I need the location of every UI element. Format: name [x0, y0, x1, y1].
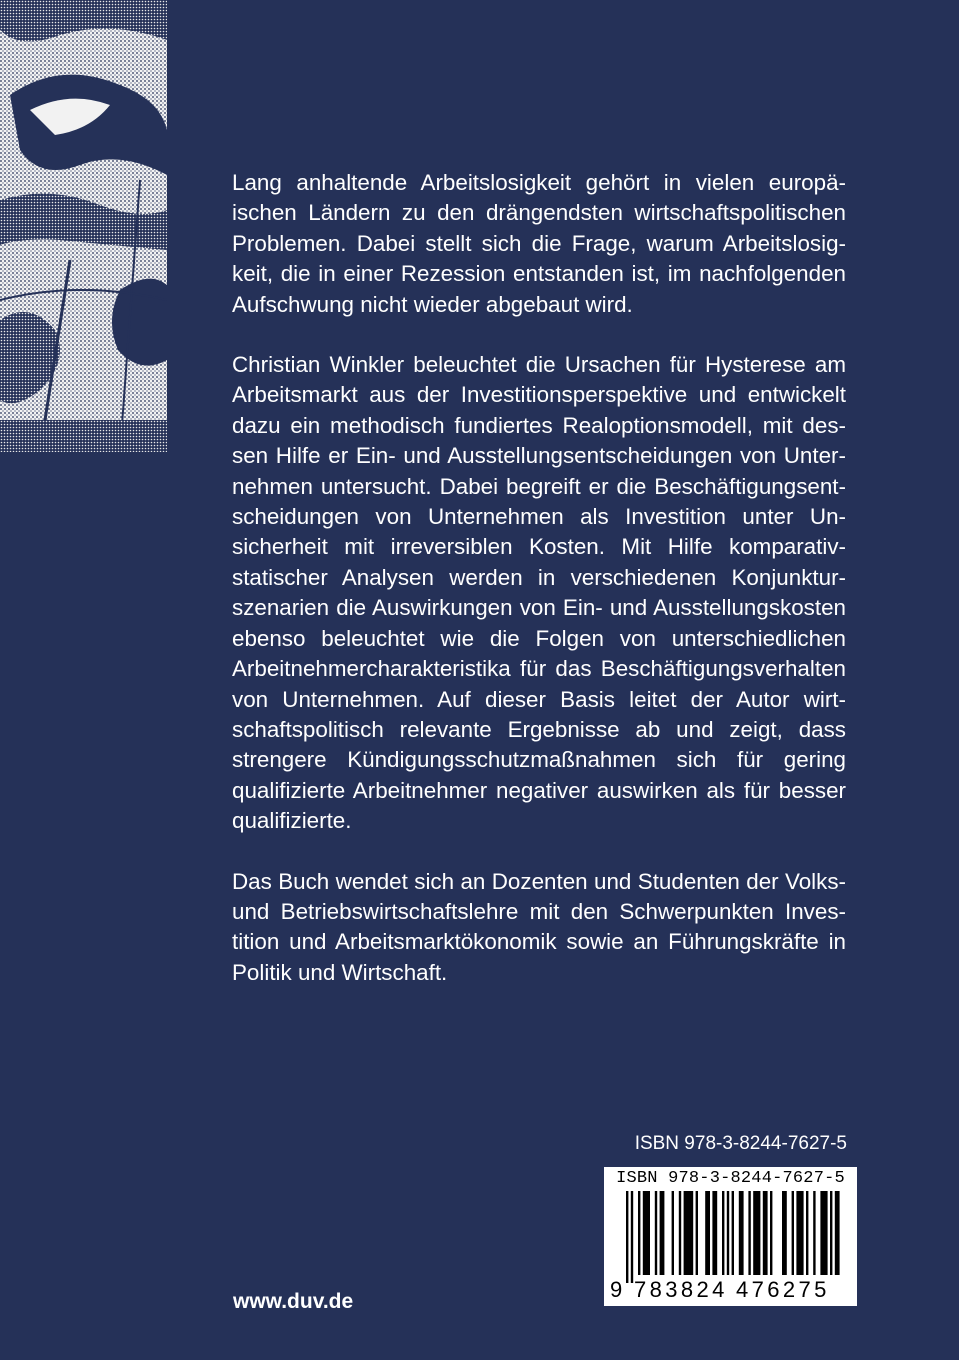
barcode-bar: [679, 1191, 681, 1275]
barcode-bar: [705, 1191, 710, 1275]
barcode-bar: [727, 1191, 729, 1275]
publisher-url[interactable]: www.duv.de: [233, 1290, 354, 1313]
barcode-bar: [820, 1191, 827, 1275]
blurb-paragraph: Christian Winkler beleuchtet die Ursachen für Hysterese am Arbeitsmarkt aus der Investitionsperspektive und entwickelt dazu ein methodisch fundiertes Realoptionsmodell, mit dessen Hilfe er Ein- und Ausstellungsentscheidungen von Unternehmen untersucht. Dabei begreift er die Beschäftigungsentscheidungen von Unternehmen als Investition unter Unsicherheit mit irreversiblen Kosten. Mit Hilfe komparativstatischer Analysen werden in verschiedenen Konjunkturszenarien die Auswirkungen von Ein- und Ausstellungskosten ebenso beleuchtet wie die Folgen von unterschiedlichen Arbeitnehmercharakteristika für das Beschäftigungsverhalten von Unternehmen. Auf dieser Basis leitet der Autor wirtschaftspolitisch relevante Ergebnisse ab und zeigt, dass strengere Kündigungsschutzmaßnahmen sich für gering qualifizierte Arbeitnehmer negativer auswirken als für besser qualifizierte.: [232, 352, 846, 834]
barcode-bar: [813, 1191, 815, 1275]
barcode-bar: [684, 1191, 694, 1275]
barcode-bar: [643, 1191, 650, 1275]
barcode: [604, 1167, 857, 1306]
barcode-digit-first: 9: [610, 1277, 623, 1302]
stippled-globe-icon: [0, 0, 167, 452]
barcode-bar: [672, 1191, 674, 1275]
barcode-bar: [753, 1191, 760, 1275]
barcode-bar: [796, 1191, 803, 1275]
barcode-bar: [732, 1191, 734, 1275]
barcode-digits-left: 783824: [634, 1277, 728, 1302]
blurb-paragraph: Das Buch wendet sich an Dozenten und Studenten der Volks- und Betriebswirtschaftslehre mit den Schwerpunkten Investition und Arbeitsmarktökonomik sowie an Führungskräfte in Politik und Wirtschaft.: [232, 868, 846, 985]
cover-artwork: [0, 0, 167, 452]
barcode-bar: [712, 1191, 717, 1275]
barcode-bar: [792, 1191, 794, 1275]
barcode-bar: [748, 1191, 750, 1275]
barcode-bar: [763, 1191, 768, 1275]
barcode-bar: [722, 1191, 724, 1275]
blurb-text: [232, 168, 846, 1018]
barcode-bars: [604, 1191, 857, 1283]
blurb-paragraph: Lang anhaltende Arbeitslosigkeit gehört in vielen europäischen Ländern zu den drängendsten wirtschaftspolitischen Problemen. Dabei stellt sich die Frage, warum Arbeitslosigkeit, die in einer Rezession entstanden ist, im nachfolgenden Aufschwung nicht wieder abgebaut wird.: [232, 170, 846, 317]
barcode-bar: [638, 1191, 640, 1275]
barcode-bar: [631, 1191, 633, 1283]
barcode-digits-right: 476275: [736, 1277, 830, 1302]
barcode-bar: [739, 1191, 744, 1275]
barcode-bar: [830, 1191, 832, 1275]
barcode-bar: [806, 1191, 808, 1275]
barcode-bar: [782, 1191, 787, 1275]
barcode-bar: [770, 1191, 772, 1275]
barcode-bar: [655, 1191, 657, 1275]
barcode-bar: [660, 1191, 665, 1275]
barcode-bar: [626, 1191, 628, 1283]
isbn-label: ISBN 978-3-8244-7627-5: [634, 1133, 847, 1154]
barcode-bar: [696, 1191, 698, 1275]
barcode-isbn-text: ISBN 978-3-8244-7627-5: [616, 1169, 845, 1188]
barcode-bar: [835, 1191, 840, 1275]
